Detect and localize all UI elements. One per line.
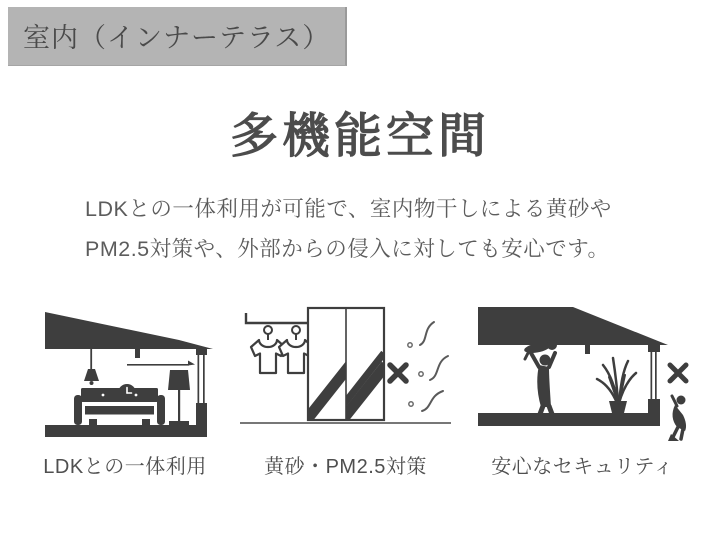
- feature-caption-security: 安心なセキュリティ: [491, 456, 674, 478]
- blocked-x-icon: [670, 365, 686, 381]
- feature-caption-ldk: LDKとの一体利用: [43, 456, 207, 478]
- feature-dust-protection: [238, 303, 453, 478]
- feature-ldk: [30, 303, 220, 478]
- feature-caption-dust: 黄砂・PM2.5対策: [264, 456, 427, 478]
- laundry-window-illustration-icon: [238, 303, 453, 435]
- section-badge: 室内（インナーテラス）: [8, 7, 347, 66]
- blocked-x-icon: [390, 365, 406, 381]
- ldk-room-illustration-icon: [39, 303, 211, 437]
- description-line-2: PM2.5対策や、外部からの侵入に対しても安心です。: [85, 237, 610, 261]
- security-illustration-icon: [465, 303, 700, 443]
- description-line-1: LDKとの一体利用が可能で、室内物干しによる黄砂や: [85, 197, 612, 221]
- page-title: 多機能空間: [229, 110, 490, 163]
- description-text: [85, 189, 612, 269]
- feature-security: [465, 303, 700, 478]
